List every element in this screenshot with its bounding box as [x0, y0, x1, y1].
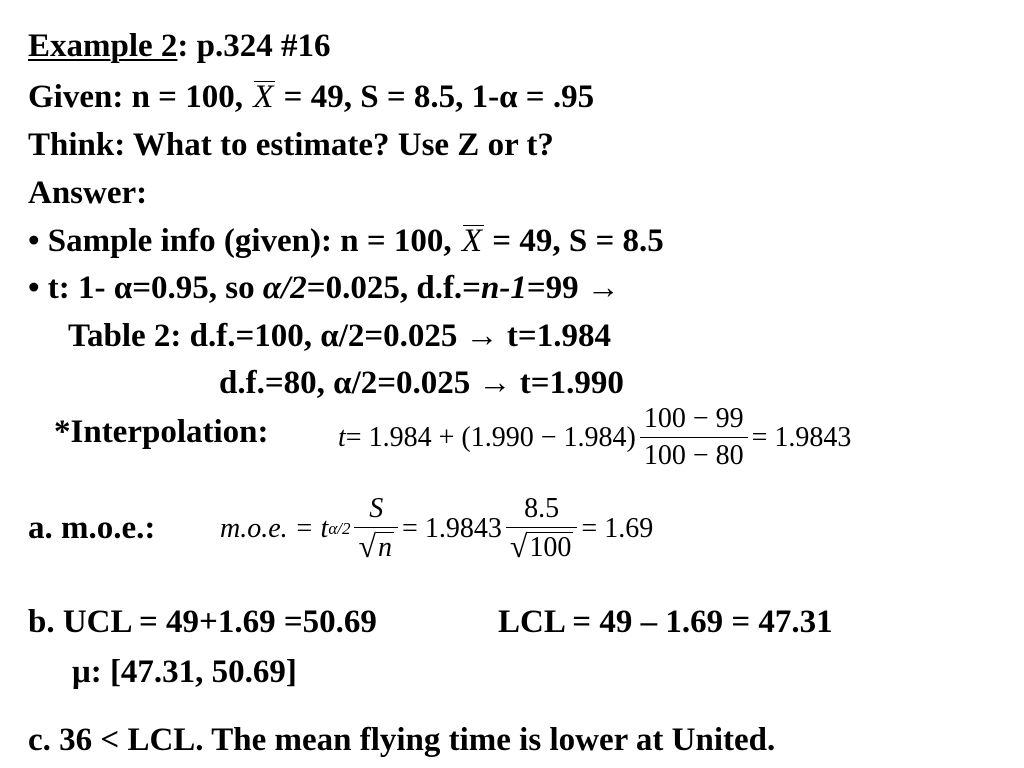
moe-lhs: m.o.e. = t	[220, 513, 329, 544]
root-n-denominator	[354, 527, 398, 566]
numeric-denominator	[506, 527, 578, 566]
sample-info-line	[28, 221, 664, 261]
n-minus-1: n-1	[480, 270, 527, 306]
table-line-2: d.f.=80, α/2=0.025 → t=1.990	[219, 365, 624, 401]
table-line-1: Table 2: d.f.=100, α/2=0.025 → t=1.984	[68, 318, 611, 354]
numeric-fraction	[506, 492, 578, 566]
moe-mid: = 1.9843	[402, 513, 502, 544]
interpolation-label: *Interpolation:	[54, 414, 269, 450]
think-line: Think: What to estimate? Use Z or t?	[28, 127, 554, 163]
interpolation-denominator: 100 − 80	[640, 437, 748, 473]
n-under-root: n	[378, 532, 393, 563]
conclusion-line: c. 36 < LCL. The mean flying time is lower at United.	[28, 722, 776, 758]
s-over-root-n	[354, 492, 398, 566]
x-bar-symbol-2: X	[461, 223, 483, 259]
s-numerator: S	[369, 493, 384, 524]
x-bar-symbol: X	[253, 79, 274, 115]
t-line-part-c: =99 →	[526, 270, 620, 306]
given-suffix: = 49, S = 8.5, 1-α = .95	[275, 79, 595, 115]
example-label: Example 2	[28, 28, 178, 64]
moe-label: a. m.o.e.:	[28, 510, 156, 546]
answer-heading: Answer:	[28, 175, 148, 211]
mu-interval: μ: [47.31, 50.69]	[72, 654, 297, 690]
t-line	[28, 268, 620, 308]
given-prefix: Given: n = 100,	[28, 79, 252, 115]
interpolation-rhs: = 1.9843	[751, 421, 852, 453]
alpha-half: α/2	[262, 270, 307, 306]
sample-prefix: • Sample info (given): n = 100,	[28, 223, 460, 259]
interpolation-formula	[338, 402, 851, 473]
moe-formula	[220, 492, 653, 566]
interpolation-numerator: 100 − 99	[643, 403, 744, 434]
example-reference: : p.324 #16	[177, 28, 331, 64]
t-variable: t	[338, 421, 346, 453]
t-line-part-a: • t: 1- α=0.95, so	[28, 270, 263, 306]
example-title	[28, 26, 331, 66]
ucl-line: b. UCL = 49+1.69 =50.69	[28, 604, 377, 640]
interpolation-fraction	[640, 402, 748, 473]
given-line	[28, 77, 594, 117]
alpha-half-subscript: α/2	[328, 519, 351, 538]
numeric-numerator: 8.5	[524, 493, 560, 524]
interpolation-lhs: = 1.984 + (1.990 − 1.984)	[345, 421, 636, 453]
t-line-part-b: =0.025, d.f.=	[306, 270, 481, 306]
hundred-under-root: 100	[529, 532, 572, 563]
moe-rhs: = 1.69	[581, 513, 654, 544]
lcl-line: LCL = 49 – 1.69 = 47.31	[498, 604, 833, 640]
sqrt-100: √ 100	[509, 528, 572, 564]
sqrt-n: √ n	[358, 528, 393, 564]
sample-suffix: = 49, S = 8.5	[484, 223, 664, 259]
